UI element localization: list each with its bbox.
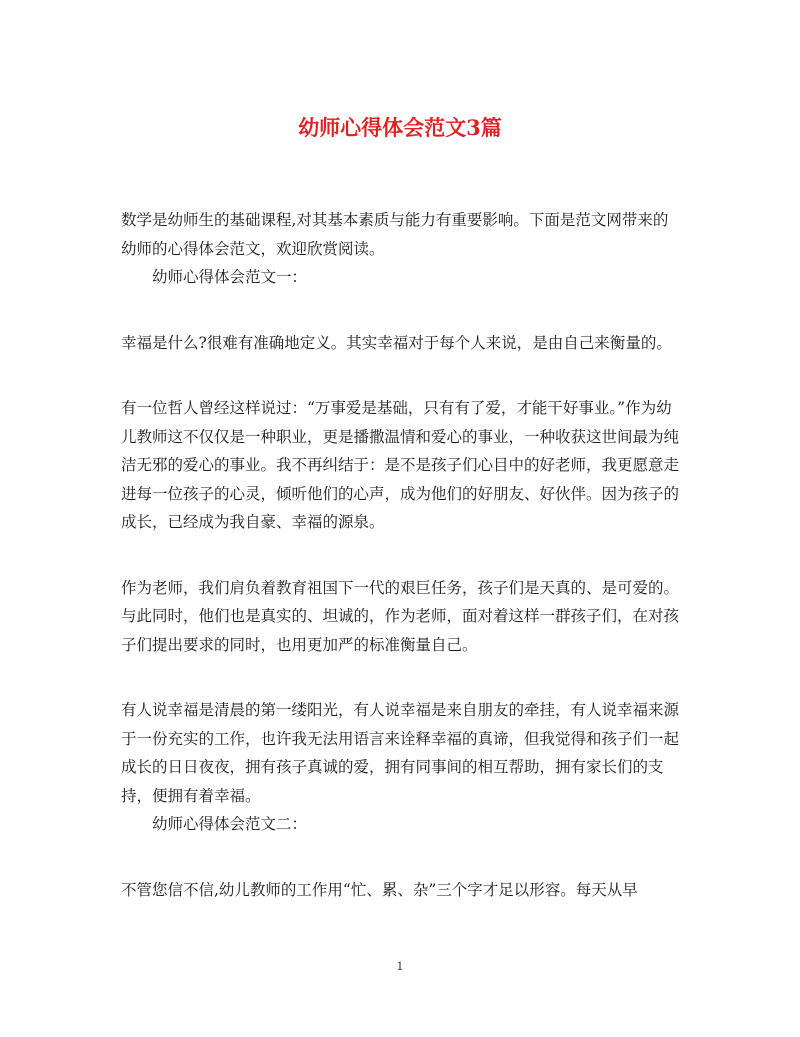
section-heading-one: 幼师心得体会范文一： [152,268,308,286]
document-title: 幼师心得体会范文3篇 [298,115,502,140]
paragraph-what-is-happiness: 有人说幸福是清晨的第一缕阳光，有人说幸福是来自朋友的牵挂，有人说幸福来源于一份充实的工作，也许我无法用语言来诠释幸福的真谛，但我觉得和孩子们一起成长的日日夜夜，拥有孩子真诚的爱，拥有同事间的相互帮助，拥有家长们的支持，便拥有着幸福。 [121,701,680,805]
paragraph-philosopher-quote: 有一位哲人曾经这样说过：“万事爱是基础，只有有了爱，才能干好事业。”作为幼儿教师这不仅仅是一种职业，更是播撒温情和爱心的事业，一种收获这世间最为纯洁无邪的爱心的事业。我不再纠结于：是不是孩子们心目中的好老师，我更愿意走进每一位孩子的心灵，倾听他们的心声，成为他们的好朋友、好伙伴。因为孩子的成长，已经成为我自豪、幸福的源泉。 [121,399,680,531]
intro-paragraph: 数学是幼师生的基础课程,对其基本素质与能力有重要影响。下面是范文网带来的幼师的心得体会范文，欢迎欣赏阅读。 [121,211,669,258]
paragraph-happiness-definition: 幸福是什么?很难有准确地定义。其实幸福对于每个人来说，是由自己来衡量的。 [121,333,672,352]
paragraph-busy-work: 不管您信不信,幼儿教师的工作用“忙、累、杂”三个字才足以形容。每天从早 [121,880,638,899]
document-body [121,206,681,904]
paragraph-teacher-duty: 作为老师，我们肩负着教育祖国下一代的艰巨任务，孩子们是天真的、是可爱的。与此同时，他们也是真实的、坦诚的，作为老师，面对着这样一群孩子们，在对孩子们提出要求的同时，也用更加严的标准衡量自己。 [121,578,680,654]
section-heading-two: 幼师心得体会范文二： [152,815,308,833]
page-number: 1 [396,960,404,973]
